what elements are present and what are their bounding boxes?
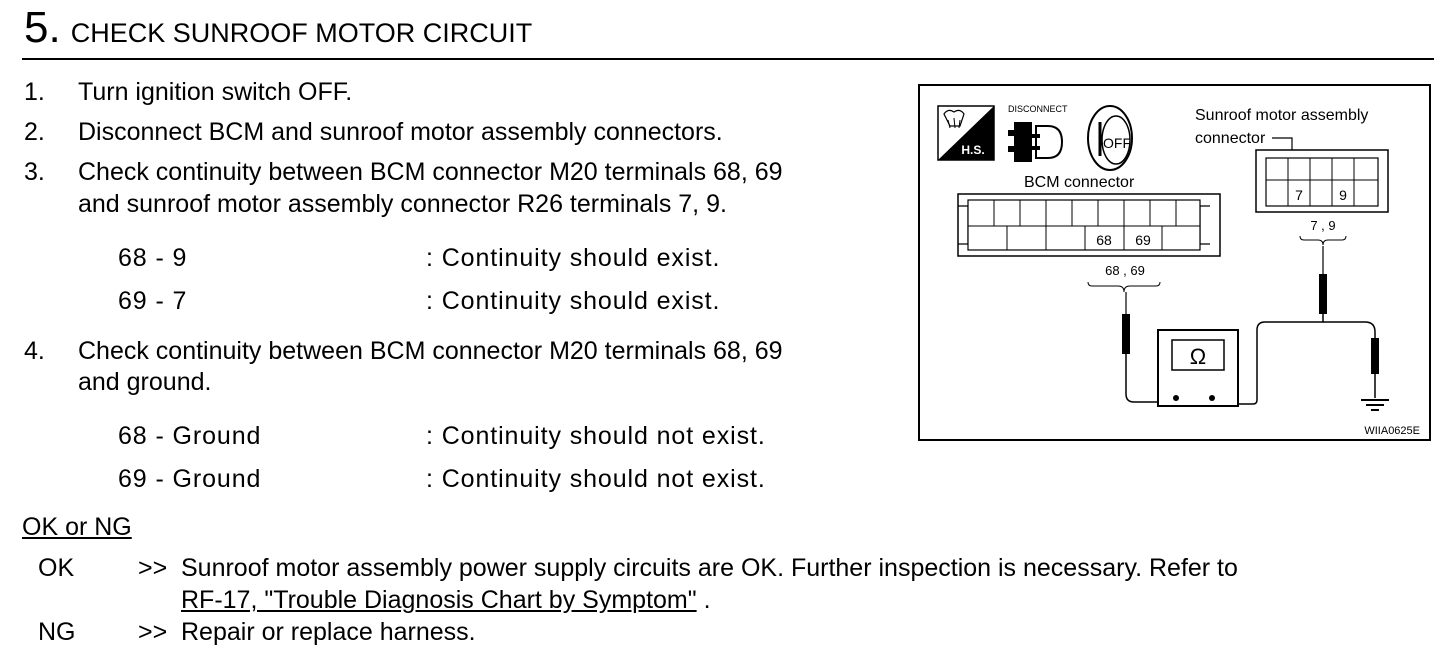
instruction-1-number: 1. [24,78,45,106]
sunroof-terminal-7: 7 [1295,187,1303,203]
instruction-4-number: 4. [24,337,45,365]
sunroof-connector-label: Sunroof motor assembly [1195,107,1369,124]
instruction-2-text: Disconnect BCM and sunroof motor assembly connectors. [78,118,723,146]
ok-reference-tail: . [703,586,711,614]
check-result: : Continuity should not exist. [426,422,766,450]
ng-text: Repair or replace harness. [181,618,476,646]
sunroof-terminal-9: 9 [1339,187,1347,203]
bcm-terminals-caption: 68 , 69 [1105,263,1145,278]
step-header [24,2,532,54]
instruction-3-text-cont: and sunroof motor assembly connector R26 terminals 7, 9. [78,190,727,218]
instruction-2-number: 2. [24,118,45,146]
bcm-terminal-68: 68 [1096,232,1112,248]
figure-id: WIIA0625E [1364,425,1420,437]
ok-arrow: >> [138,554,168,582]
instruction-3-number: 3. [24,158,45,186]
step-title: CHECK SUNROOF MOTOR CIRCUIT [70,18,533,48]
wiring-figure [918,84,1431,441]
instruction-3-text: Check continuity between BCM connector M20 terminals 68, 69 [78,158,783,186]
sunroof-connector-label-2: connector [1195,130,1266,147]
step-number: 5. [24,3,61,52]
check-result: : Continuity should not exist. [426,465,766,493]
ohmmeter [1158,330,1238,406]
disconnect-label: DISCONNECT [1008,104,1068,114]
bcm-connector [958,194,1220,256]
sunroof-terminals-caption: 7 , 9 [1310,218,1336,233]
ng-arrow: >> [138,618,168,646]
off-label: OFF [1103,135,1131,151]
bcm-terminal-69: 69 [1135,232,1151,248]
sunroof-connector [1256,150,1388,212]
check-pair: 68 - Ground [118,422,262,450]
ng-label: NG [38,618,76,646]
hs-icon [938,106,994,160]
check-result: : Continuity should exist. [426,244,721,272]
ok-reference [181,586,711,615]
instruction-4-text: Check continuity between BCM connector M20 terminals 68, 69 [78,337,783,365]
instruction-1-text: Turn ignition switch OFF. [78,78,353,106]
check-pair: 68 - 9 [118,244,188,272]
reference-link[interactable]: RF-17, "Trouble Diagnosis Chart by Symptom" [181,586,697,614]
check-pair: 69 - 7 [118,287,188,315]
ground-symbol [1361,400,1389,410]
check-pair: 69 - Ground [118,465,262,493]
ohm-icon: Ω [1189,344,1207,369]
wiring-diagram [920,86,1433,443]
ignition-off-icon [1088,106,1132,170]
bcm-connector-label: BCM connector [1024,174,1135,191]
hs-label: H.S. [961,143,985,157]
header-divider [22,58,1434,60]
ok-label: OK [38,554,75,582]
instruction-4-text-cont: and ground. [78,368,212,396]
result-heading: OK or NG [22,513,132,541]
disconnect-icon [1008,104,1068,162]
check-result: : Continuity should exist. [426,287,721,315]
ok-text: Sunroof motor assembly power supply circuits are OK. Further inspection is necessary. Refer to [181,554,1238,582]
